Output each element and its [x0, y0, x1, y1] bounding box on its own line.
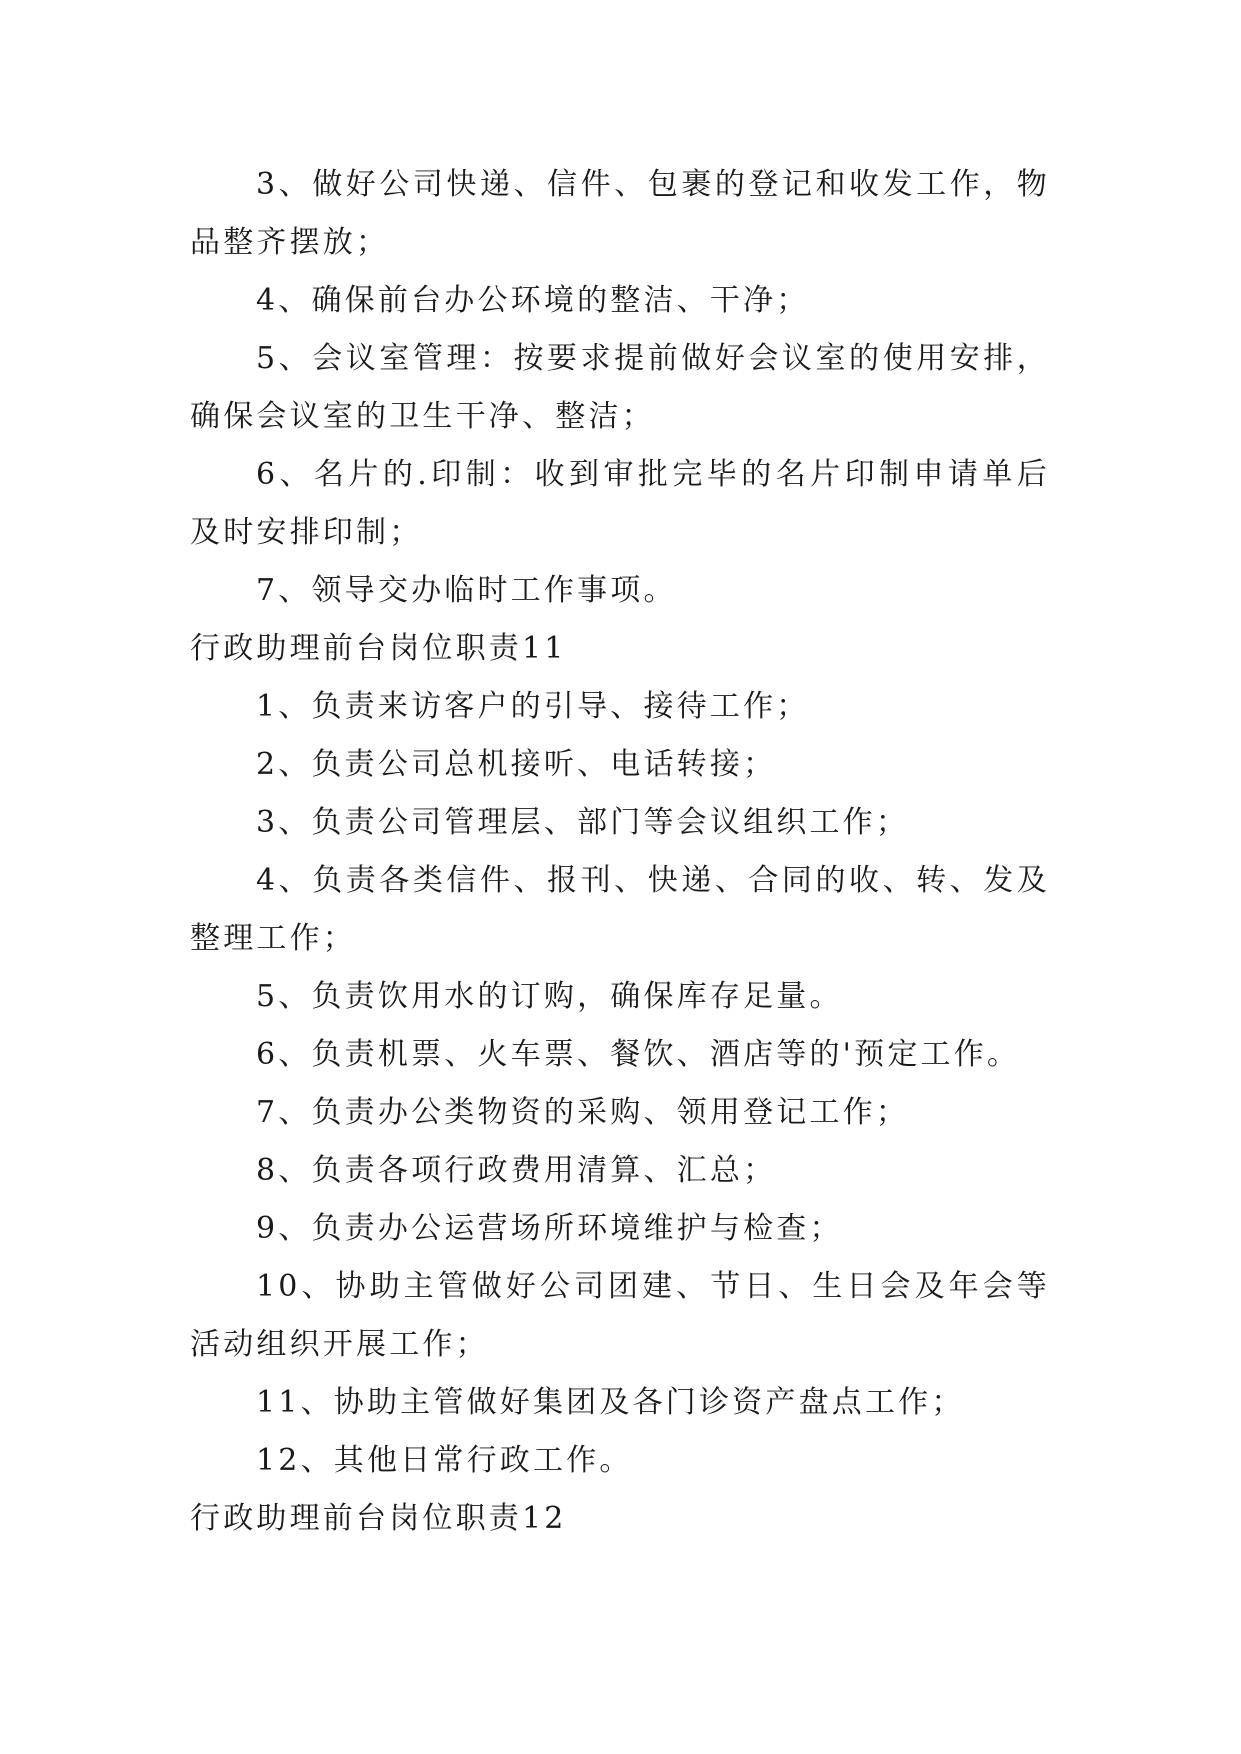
list-item: 3、做好公司快递、信件、包裹的登记和收发工作，物品整齐摆放； [190, 167, 1050, 260]
list-item: 1、负责来访客户的引导、接待工作； [256, 689, 810, 724]
list-item: 9、负责办公运营场所环境维护与检查； [256, 1211, 843, 1246]
list-item: 4、负责各类信件、报刊、快递、合同的收、转、发及整理工作； [190, 863, 1050, 956]
section-heading: 行政助理前台岗位职责11 [190, 631, 567, 666]
section-11 [190, 620, 1050, 1490]
list-item: 6、名片的.印制：收到审批完毕的名片印制申请单后及时安排印制； [190, 457, 1050, 550]
section-a [190, 156, 1050, 620]
list-item: 12、其他日常行政工作。 [256, 1443, 633, 1478]
list-item: 7、负责办公类物资的采购、领用登记工作； [256, 1095, 910, 1130]
list-item: 5、负责饮用水的订购，确保库存足量。 [256, 979, 843, 1014]
section-12 [190, 1490, 1050, 1548]
list-item: 4、确保前台办公环境的整洁、干净； [256, 283, 810, 318]
list-item: 10、协助主管做好公司团建、节日、生日会及年会等活动组织开展工作； [190, 1269, 1050, 1362]
list-item: 2、负责公司总机接听、电话转接； [256, 747, 777, 782]
list-item: 5、会议室管理：按要求提前做好会议室的使用安排，确保会议室的卫生干净、整洁； [190, 341, 1050, 434]
section-heading: 行政助理前台岗位职责12 [190, 1501, 567, 1536]
list-item: 8、负责各项行政费用清算、汇总； [256, 1153, 777, 1188]
list-item: 3、负责公司管理层、部门等会议组织工作； [256, 805, 910, 840]
document-page [190, 156, 1050, 1548]
list-item: 7、领导交办临时工作事项。 [256, 573, 677, 608]
list-item: 6、负责机票、火车票、餐饮、酒店等的'预定工作。 [256, 1037, 1021, 1072]
list-item: 11、协助主管做好集团及各门诊资产盘点工作； [256, 1385, 965, 1420]
